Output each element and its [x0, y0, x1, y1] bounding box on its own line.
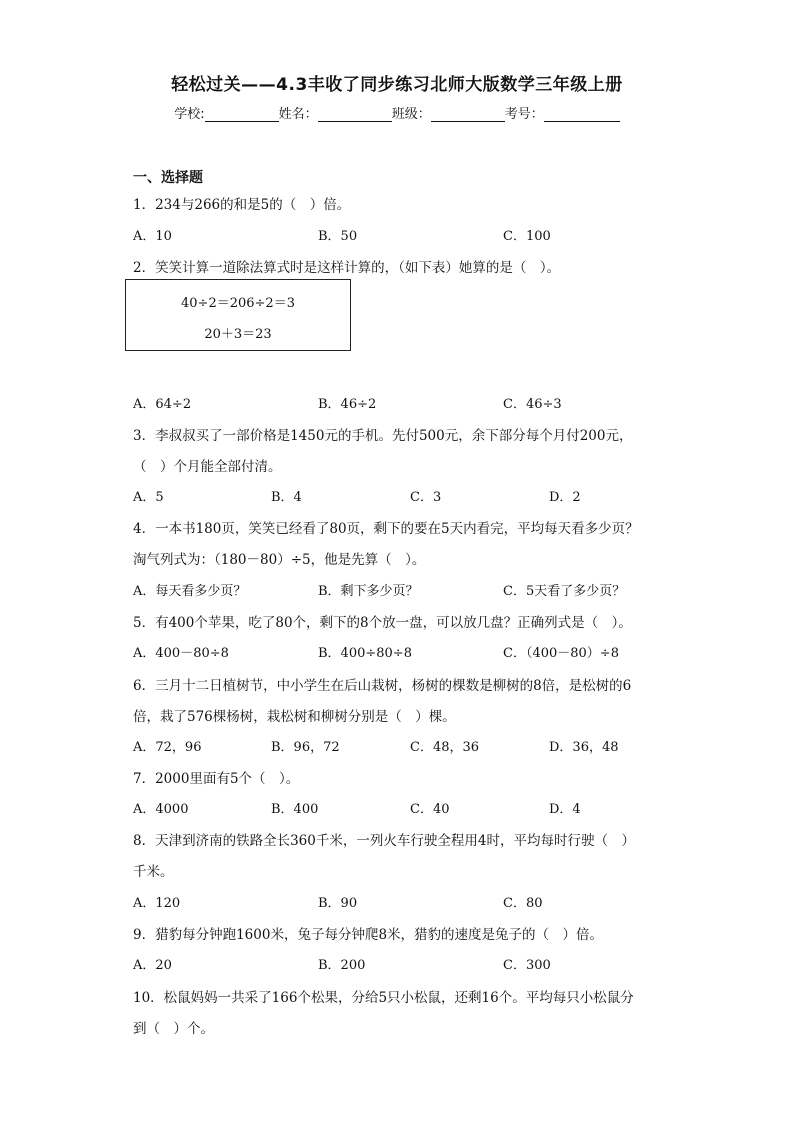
question-8-option-c: C．80	[503, 896, 543, 911]
class-label: 班级：	[391, 107, 431, 122]
question-9-text: 9．猎豹每分钟跑1600米，兔子每分钟爬8米，猎豹的速度是兔子的（ ）倍。	[133, 927, 604, 943]
question-7-option-a: A．4000	[133, 802, 189, 817]
school-label: 学校:	[174, 107, 205, 122]
question-4-text-line-1: 4．一本书180页，笑笑已经看了80页，剩下的要在5天内看完，平均每天看多少页？	[133, 521, 639, 537]
question-8-option-a: A．120	[133, 896, 181, 911]
question-1-option-c: C．100	[503, 229, 551, 244]
question-9-option-a: A．20	[133, 958, 172, 973]
question-6-option-c: C．48，36	[410, 740, 480, 755]
question-3-option-c: C．3	[410, 490, 442, 505]
question-4-option-c: C．5天看了多少页？	[503, 584, 626, 599]
question-9-option-c: C．300	[503, 958, 551, 973]
student-info-row	[0, 103, 794, 122]
question-5-option-c: C．（400－80）÷8	[503, 646, 619, 661]
exam-no-label: 考号：	[504, 107, 544, 122]
question-9-option-b: B．200	[318, 958, 366, 973]
question-2-option-a: A．64÷2	[133, 397, 192, 412]
question-7-text: 7．2000里面有5个（ ）。	[133, 771, 300, 787]
question-2-option-c: C．46÷3	[503, 397, 562, 412]
calculation-line-2: 20＋3＝23	[204, 327, 272, 342]
name-blank	[318, 108, 392, 122]
question-1-option-b: B．50	[318, 229, 358, 244]
question-5-option-a: A．400－80÷8	[133, 646, 229, 661]
question-1-option-a: A．10	[133, 229, 172, 244]
question-6-text-line-2: 倍，栽了576棵杨树，栽松树和柳树分别是（ ）棵。	[133, 709, 456, 725]
question-3-option-a: A．5	[133, 490, 164, 505]
question-8-text-line-2: 千米。	[133, 864, 174, 880]
question-4-option-b: B．剩下多少页？	[318, 584, 419, 599]
question-3-text-line-2: （ ）个月能全部付清。	[133, 459, 282, 475]
question-5-option-b: B．400÷80÷8	[318, 646, 412, 661]
question-7-option-d: D．4	[549, 802, 581, 817]
calculation-line-1: 40÷2＝206÷2＝3	[181, 296, 295, 311]
section-heading: 一、选择题	[133, 170, 203, 186]
question-5-text: 5．有400个苹果，吃了80个，剩下的8个放一盘，可以放几盘？正确列式是（ ）。	[133, 615, 632, 631]
page-title: 轻松过关——4.3丰收了同步练习北师大版数学三年级上册	[171, 75, 623, 95]
name-label: 姓名：	[278, 107, 318, 122]
question-4-text-line-2: 淘气列式为：（180－80）÷5，他是先算（ ）。	[133, 552, 426, 568]
question-7-option-c: C．40	[410, 802, 450, 817]
question-7-option-b: B．400	[271, 802, 319, 817]
question-3-text-line-1: 3．李叔叔买了一部价格是1450元的手机。先付500元，余下部分每个月付200元，	[133, 428, 633, 444]
question-6-option-a: A．72，96	[133, 740, 202, 755]
question-8-text-line-1: 8．天津到济南的铁路全长360千米，一列火车行驶全程用4时，平均每时行驶（ ）	[133, 833, 635, 849]
question-2-option-b: B．46÷2	[318, 397, 377, 412]
question-4-option-a: A．每天看多少页？	[133, 584, 247, 599]
class-blank	[431, 108, 505, 122]
question-3-option-d: D．2	[549, 490, 581, 505]
school-blank	[205, 108, 279, 122]
question-2-text: 2．笑笑计算一道除法算式时是这样计算的，（如下表）她算的是（ ）。	[133, 260, 561, 276]
question-3-option-b: B．4	[271, 490, 302, 505]
question-6-option-d: D．36，48	[549, 740, 619, 755]
exam-no-blank	[544, 108, 620, 122]
question-6-option-b: B．96，72	[271, 740, 340, 755]
question-6-text-line-1: 6．三月十二日植树节，中小学生在后山栽树，杨树的棵数是柳树的8倍，是松树的6	[133, 678, 632, 694]
question-10-text-line-2: 到（ ）个。	[133, 1021, 214, 1037]
calculation-box	[125, 279, 351, 351]
question-1-text: 1．234与266的和是5的（ ）倍。	[133, 197, 351, 213]
question-10-text-line-1: 10．松鼠妈妈一共采了166个松果，分给5只小松鼠，还剩16个。平均每只小松鼠分	[133, 990, 634, 1006]
question-8-option-b: B．90	[318, 896, 358, 911]
